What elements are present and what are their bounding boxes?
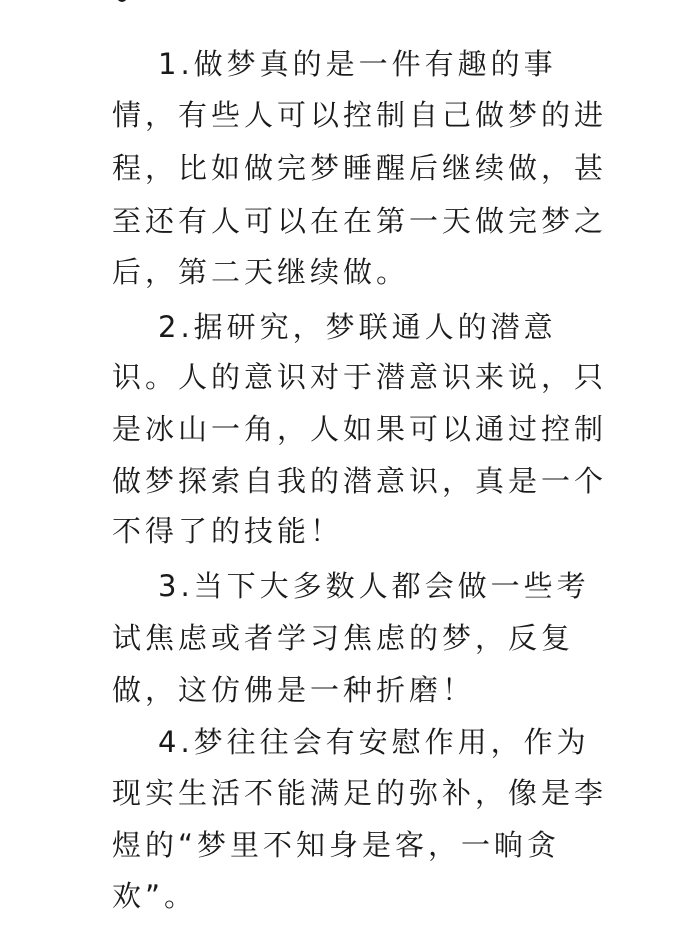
paragraph-1-line-3: 程，比如做完梦睡醒后继续做，甚 — [112, 151, 608, 185]
paragraph-2-line-1: 2.据研究，梦联通人的潜意 — [158, 310, 557, 344]
paragraph-3-line-2: 试焦虑或者学习焦虑的梦，反复 — [112, 621, 575, 655]
paragraph-4-line-1: 4.梦往往会有安慰作用，作为 — [158, 725, 590, 759]
paragraph-4-line-2: 现实生活不能满足的弥补，像是李 — [112, 776, 608, 810]
paragraph-3-line-3: 做，这仿佛是一种折磨！ — [112, 673, 476, 707]
paragraph-3-line-1: 3.当下大多数人都会做一些考 — [158, 569, 590, 603]
paragraph-4-line-3: 煜的“梦里不知身是客，一晌贪 — [112, 828, 561, 862]
top-edge-mark — [117, 0, 127, 2]
paragraph-2-line-5: 不得了的技能！ — [112, 514, 344, 548]
paragraph-1-line-5: 后，第二天继续做。 — [112, 255, 410, 289]
paragraph-1-line-1: 1.做梦真的是一件有趣的事 — [158, 47, 557, 81]
paragraph-1-line-2: 情，有些人可以控制自己做梦的进 — [112, 98, 608, 132]
paragraph-1-line-4: 至还有人可以在在第一天做完梦之 — [112, 204, 608, 238]
paragraph-2-line-2: 识。人的意识对于潜意识来说，只 — [112, 360, 608, 394]
paragraph-4-line-4: 欢”。 — [112, 879, 198, 913]
paragraph-2-line-4: 做梦探索自我的潜意识，真是一个 — [112, 464, 608, 498]
paragraph-2-line-3: 是冰山一角，人如果可以通过控制 — [112, 412, 608, 446]
